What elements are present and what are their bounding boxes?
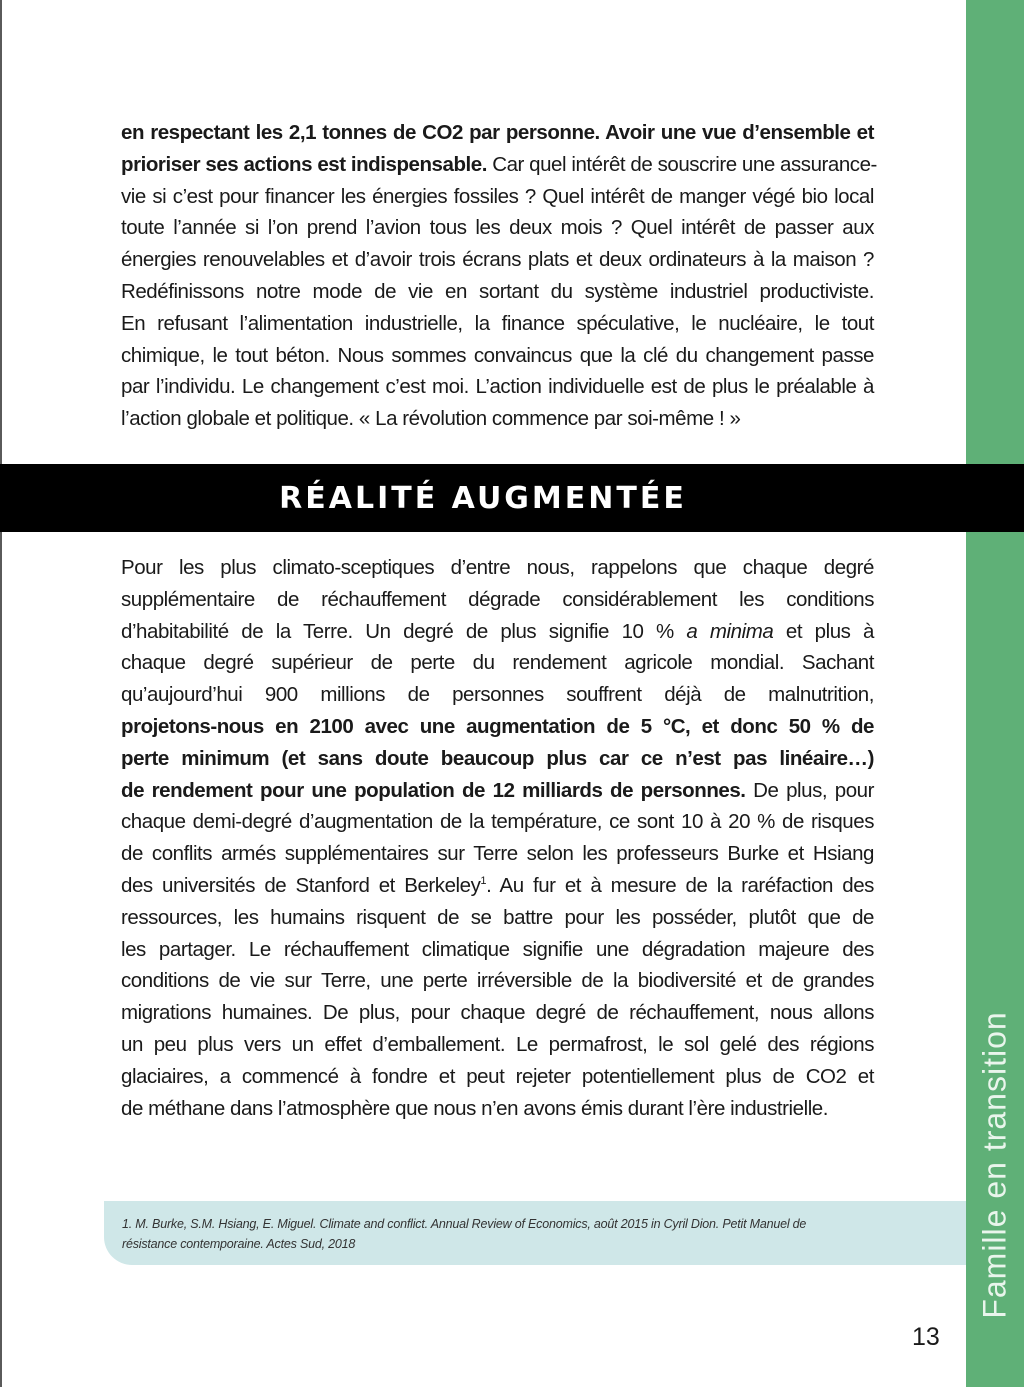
text-segment: conditions de vie sur Terre, une perte irréversible de la biodiversité et de grandes	[121, 969, 874, 993]
text-segment: De plus, pour	[745, 778, 875, 802]
text-line	[121, 1029, 874, 1061]
text-line	[121, 997, 874, 1029]
side-label: Famille en transition	[976, 1011, 1013, 1319]
text-line	[121, 403, 874, 435]
text-segment: . Au fur et à mesure de la raréfaction des	[486, 873, 874, 897]
text-segment: toute l’année si l’on prend l’avion tous les deux mois ? Quel intérêt de passer aux	[121, 216, 874, 240]
text-line	[121, 647, 874, 679]
text-segment: Pour les plus climato-sceptiques d’entre nous, rappelons que chaque degré	[121, 556, 874, 579]
text-line	[121, 1093, 874, 1125]
text-line	[121, 340, 874, 372]
text-line	[121, 870, 874, 902]
text-line	[121, 679, 874, 711]
text-line	[121, 711, 874, 743]
text-line	[121, 584, 874, 616]
text-line	[121, 117, 874, 149]
text-segment: chaque demi-degré d’augmentation de la température, ce sont 10 à 20 % de risques	[121, 810, 874, 834]
text-segment: et plus à	[773, 619, 875, 643]
text-line	[121, 181, 874, 213]
footnote-ref: 1	[480, 875, 487, 888]
text-line	[121, 552, 874, 584]
intro-paragraph	[121, 117, 877, 435]
text-segment: des universités de Stanford et Berkeley	[121, 873, 481, 897]
text-segment: Car quel intérêt de souscrire une assurance-	[486, 152, 877, 176]
footnote-text: 1. M. Burke, S.M. Hsiang, E. Miguel. Climate and conflict. Annual Review of Economics, août 2015 in Cyril Dion. Petit Manuel de résistance contemporaine. Actes Sud, 2018	[122, 1217, 807, 1251]
text-segment: projetons-nous en 2100 avec une augmentation de 5 °C, et donc 50 % de	[121, 714, 874, 738]
text-line	[121, 806, 874, 838]
text-segment: migrations humaines. De plus, pour chaque degré de réchauffement, nous allons	[121, 1001, 874, 1025]
text-segment: prioriser ses actions est indispensable.	[121, 152, 487, 176]
text-segment: glaciaires, a commencé à fondre et peut rejeter potentiellement plus de CO2 et	[121, 1064, 874, 1088]
text-segment: supplémentaire de réchauffement dégrade considérablement les conditions	[121, 587, 874, 611]
text-line	[121, 902, 874, 934]
text-segment: l’action globale et politique. « La révolution commence par soi-même ! »	[121, 407, 741, 431]
text-segment: qu’aujourd’hui 900 millions de personnes souffrent déjà de malnutrition,	[121, 683, 874, 707]
text-line	[121, 965, 874, 997]
text-segment: vie si c’est pour financer les énergies fossiles ? Quel intérêt de manger végé bio local	[121, 184, 874, 208]
text-line	[121, 616, 874, 648]
text-segment: les partager. Le réchauffement climatique signifie une dégradation majeure des	[121, 937, 874, 961]
text-line	[121, 276, 874, 308]
text-segment: a minima	[686, 619, 774, 643]
text-line	[121, 838, 874, 870]
text-line	[121, 244, 874, 276]
page-number: 13	[912, 1323, 940, 1351]
text-segment: de méthane dans l’atmosphère que nous n’en avons émis durant l’ère industrielle.	[121, 1096, 829, 1120]
section-title: RÉALITÉ AUGMENTÉE	[279, 480, 687, 516]
side-strip-banner-gap	[966, 464, 1024, 532]
text-segment: un peu plus vers un effet d’emballement. Le permafrost, le sol gelé des régions	[121, 1032, 874, 1056]
text-segment: de rendement pour une population de 12 milliards de personnes.	[121, 778, 746, 802]
text-line	[121, 934, 874, 966]
page-left-edge	[0, 0, 2, 1387]
text-segment: Redéfinissons notre mode de vie en sortant du système industriel productiviste.	[121, 279, 874, 303]
section-banner	[0, 464, 966, 532]
text-line	[121, 149, 877, 181]
text-line	[121, 212, 874, 244]
text-line	[121, 371, 874, 403]
text-segment: En refusant l’alimentation industrielle, la finance spéculative, le nucléaire, le tout	[121, 311, 874, 335]
text-segment: par l’individu. Le changement c’est moi. L’action individuelle est de plus le préalable à	[121, 375, 874, 399]
text-segment: perte minimum (et sans doute beaucoup plus car ce n’est pas linéaire…)	[121, 746, 874, 770]
text-segment: d’habitabilité de la Terre. Un degré de plus signifie 10 %	[121, 619, 687, 643]
text-line	[121, 308, 874, 340]
text-segment: énergies renouvelables et d’avoir trois écrans plats et deux ordinateurs à la maison ?	[121, 248, 874, 272]
text-segment: ressources, les humains risquent de se battre pour les posséder, plutôt que de	[121, 905, 874, 929]
text-line	[121, 775, 874, 807]
text-segment: en respectant les 2,1 tonnes de CO2 par personne. Avoir une vue d’ensemble et	[121, 121, 874, 144]
text-line	[121, 743, 874, 775]
text-segment: de conflits armés supplémentaires sur Terre selon les professeurs Burke et Hsiang	[121, 842, 874, 866]
text-line	[121, 1061, 874, 1093]
text-segment: chaque degré supérieur de perte du rendement agricole mondial. Sachant	[121, 651, 874, 675]
text-segment: chimique, le tout béton. Nous sommes convaincus que la clé du changement passe	[121, 343, 874, 367]
main-paragraph	[121, 552, 874, 1124]
